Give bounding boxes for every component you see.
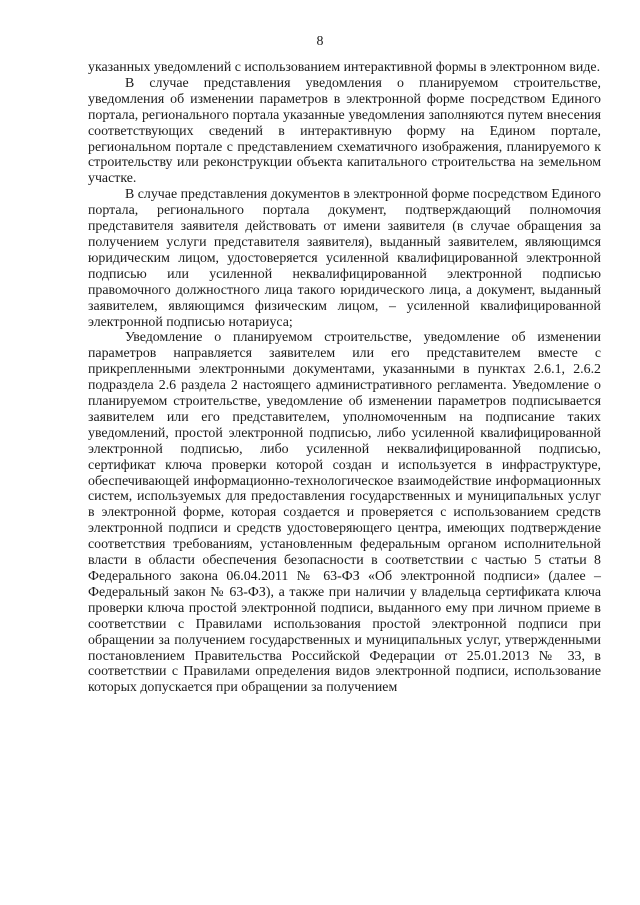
paragraph-representative-documents: В случае представления документов в электронной форме посредством Единого портала, регионального портала документ, подтверждающий полномочия представителя заявителя действовать от имени заявителя (в случае обращения за получением услуги представителя заявителя), выданный заявителем, являющимся юридическим лицом, удостоверяется усиленной квалифицированной электронной подписью или усиленной неквалифицированной электронной подписью правомочного должностного лица такого юридического лица, а документ, выданный заявителем, являющимся физическим лицом, – усиленной квалифицированной электронной подписью нотариуса; xyxy=(88,187,601,330)
paragraph-notification-portal: В случае представления уведомления о планируемом строительстве, уведомления об изменении параметров в электронной форме посредством Единого портала, регионального портала указанные уведомления заполняются путем внесения соответствующих сведений в интерактивную форму на Едином портале, региональном портале с представлением схематичного изображения, планируемого к строительству или реконструкции объекта капитального строительства на земельном участке. xyxy=(88,75,601,187)
paragraph-electronic-signature: Уведомление о планируемом строительстве, уведомление об изменении параметров направляется заявителем или его представителем вместе с прикрепленными электронными документами, указанными в пунктах 2.6.1, 2.6.2 подраздела 2.6 раздела 2 настоящего административного регламента. Уведомление о планируемом строительстве, уведомление об изменении параметров подписывается заявителем или его представителем, уполномоченным на подписание таких уведомлений, простой электронной подписью, либо усиленной квалифицированной электронной подписью, либо усиленной неквалифицированной подписью, сертификат ключа проверки которой создан и используется в инфраструктуре, обеспечивающей информационно-технологическое взаимодействие информационных систем, используемых для предоставления государственных и муниципальных услуг в электронной форме, которая создается и проверяется с использованием средств электронной подписи и средств удостоверяющего центра, имеющих подтверждение соответствия требованиям, установленным федеральным органом исполнительной власти в области обеспечения безопасности в соответствии с частью 5 статьи 8 Федерального закона 06.04.2011 № 63-ФЗ «Об электронной подписи» (далее – Федеральный закон № 63-ФЗ), а также при наличии у владельца сертификата ключа проверки ключа простой электронной подписи, выданного ему при личном приеме в соответствии с Правилами использования простой электронной подписи при обращении за получением государственных и муниципальных услуг, утвержденными постановлением Правительства Российской Федерации от 25.01.2013 № 33, в соответствии с Правилами определения видов электронной подписи, использование которых допускается при обращении за получением xyxy=(88,330,601,696)
document-body xyxy=(88,60,601,696)
page-number: 8 xyxy=(316,34,324,49)
paragraph-continued: указанных уведомлений с использованием интерактивной формы в электронном виде. xyxy=(88,60,601,75)
